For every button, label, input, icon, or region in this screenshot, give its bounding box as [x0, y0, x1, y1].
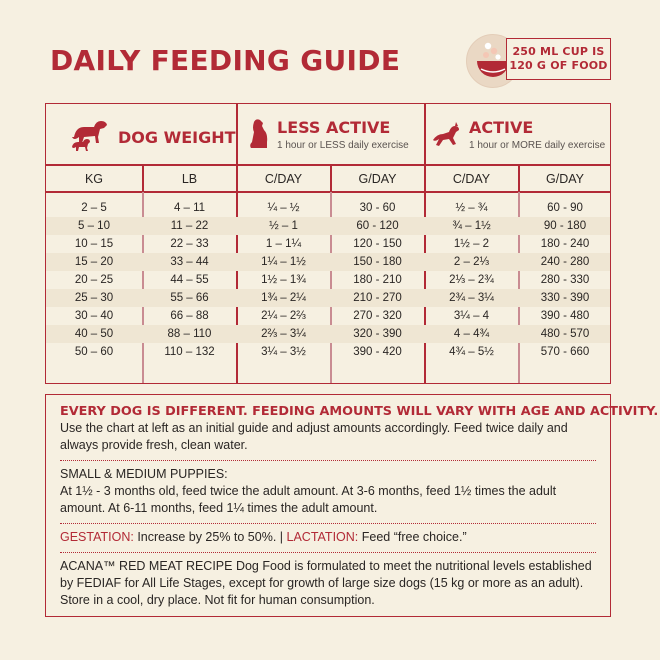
dog-weight-title: DOG WEIGHT: [118, 128, 236, 147]
col-header-less-grams: G/DAY: [358, 172, 397, 186]
cell-active-cups: 4¾ – 5½: [449, 346, 494, 358]
cell-active-grams: 180 - 240: [540, 238, 590, 250]
cell-active-grams: 240 - 280: [540, 256, 590, 268]
gestation-lactation-line: [60, 529, 596, 546]
cell-active-grams: 330 - 390: [540, 292, 590, 304]
cell-less-grams: 180 - 210: [353, 274, 402, 286]
cell-active-cups: 2⅓ – 2¾: [449, 274, 494, 286]
table-body: [46, 199, 610, 361]
cup-note-badge: [466, 34, 613, 84]
divider: [60, 552, 596, 553]
cell-lb: 33 – 44: [170, 256, 209, 268]
table-row: [46, 325, 610, 343]
cell-lb: 11 – 22: [170, 220, 209, 232]
cell-kg: 5 – 10: [78, 220, 110, 232]
cell-active-grams: 60 - 90: [547, 202, 583, 214]
cell-active-grams: 90 - 180: [543, 220, 587, 232]
cell-kg: 30 – 40: [74, 310, 114, 322]
col-header-active-grams: G/DAY: [546, 172, 584, 186]
cell-active-grams: 390 - 480: [540, 310, 590, 322]
active-title: ACTIVE: [469, 118, 534, 137]
lactation-label: LACTATION:: [286, 530, 359, 544]
table-row: [46, 217, 610, 235]
cell-less-grams: 210 - 270: [353, 292, 402, 304]
cell-active-cups: ½ – ¾: [455, 202, 488, 214]
puppies-text: At 1½ - 3 months old, feed twice the adult amount. At 3-6 months, feed 1½ times the adult amount. At 6-11 months, feed 1¼ times the adult amount.: [60, 484, 557, 515]
col-header-active-cups: C/DAY: [452, 172, 491, 186]
less-active-subtitle: 1 hour or LESS daily exercise: [277, 140, 409, 151]
cell-active-cups: ¾ – 1½: [452, 220, 491, 232]
table-row: [46, 343, 610, 361]
table-row: [46, 271, 610, 289]
divider: [60, 460, 596, 461]
cell-less-grams: 390 - 420: [353, 346, 402, 358]
cell-kg: 25 – 30: [74, 292, 114, 304]
puppies-label: SMALL & MEDIUM PUPPIES:: [60, 467, 228, 481]
table-row: [46, 307, 610, 325]
cell-kg: 40 – 50: [74, 328, 114, 340]
active-subtitle: 1 hour or MORE daily exercise: [469, 140, 606, 151]
cell-less-grams: 120 - 150: [353, 238, 402, 250]
cell-lb: 4 – 11: [173, 202, 206, 214]
gestation-label: GESTATION:: [60, 530, 134, 544]
cell-kg: 15 – 20: [74, 256, 114, 268]
cell-less-grams: 270 - 320: [353, 310, 402, 322]
cell-active-grams: 480 - 570: [540, 328, 590, 340]
cell-lb: 110 – 132: [164, 346, 215, 358]
table-row: [46, 199, 610, 217]
cell-less-cups: 2⅔ – 3¼: [261, 328, 306, 340]
table-row: [46, 235, 610, 253]
cell-less-grams: 60 - 120: [356, 220, 399, 232]
cell-active-cups: 3¼ – 4: [453, 310, 490, 322]
col-header-kg: KG: [84, 172, 104, 186]
cell-kg: 20 – 25: [74, 274, 114, 286]
gestation-text: Increase by 25% to 50%. |: [133, 530, 287, 544]
cell-active-cups: 4 – 4¾: [453, 328, 490, 340]
cell-active-cups: 2¾ – 3¼: [449, 292, 494, 304]
divider: [60, 523, 596, 524]
cell-kg: 50 – 60: [74, 346, 114, 358]
dogs-icon: [68, 117, 110, 153]
col-header-lb: LB: [181, 172, 198, 186]
cell-lb: 44 – 55: [170, 274, 209, 286]
running-dog-icon: [431, 120, 461, 148]
cell-kg: 10 – 15: [74, 238, 114, 250]
cell-less-cups: 1¾ – 2¼: [261, 292, 306, 304]
cell-active-cups: 2 – 2⅓: [453, 256, 490, 268]
cell-lb: 88 – 110: [167, 328, 212, 340]
cell-less-cups: 1¼ – 1½: [261, 256, 306, 268]
table-row: [46, 253, 610, 271]
cell-less-grams: 30 - 60: [359, 202, 396, 214]
nutrition-statement: ACANA™ RED MEAT RECIPE Dog Food is formulated to meet the nutritional levels established by FEDIAF for All Life Stages, except for growth of large size dogs (15 kg or more as an adult). Store in a cool, dry place. Not fit for human consumption.: [60, 559, 592, 607]
page-title: DAILY FEEDING GUIDE: [50, 44, 401, 77]
cell-active-cups: 1½ – 2: [453, 238, 490, 250]
cell-kg: 2 – 5: [81, 202, 107, 214]
table-row: [46, 289, 610, 307]
cell-lb: 22 – 33: [170, 238, 209, 250]
cell-active-grams: 570 - 660: [540, 346, 590, 358]
cell-less-cups: 3¼ – 3½: [261, 346, 306, 358]
lactation-text: Feed “free choice.”: [358, 530, 467, 544]
cup-note: [506, 38, 611, 80]
cell-less-cups: 2¼ – 2⅔: [261, 310, 306, 322]
cell-active-grams: 280 - 330: [540, 274, 590, 286]
cup-note-line2: 120 G OF FOOD: [509, 59, 608, 72]
notes-heading: EVERY DOG IS DIFFERENT. FEEDING AMOUNTS WILL VARY WITH AGE AND ACTIVITY.: [60, 404, 659, 419]
sitting-dog-icon: [246, 118, 270, 150]
cell-lb: 55 – 66: [170, 292, 209, 304]
cell-less-grams: 150 - 180: [353, 256, 402, 268]
cell-less-cups: 1 – 1¼: [265, 238, 302, 250]
group-less-active: [237, 104, 424, 165]
group-dog-weight: [46, 104, 236, 165]
notes-intro: Use the chart at left as an initial guide and adjust amounts accordingly. Feed twice daily and always provide fresh, clean water.: [60, 421, 568, 452]
cell-less-cups: ¼ – ½: [267, 202, 300, 214]
cell-lb: 66 – 88: [170, 310, 209, 322]
cup-note-line1: 250 ML CUP IS: [512, 45, 605, 58]
cell-less-grams: 320 - 390: [353, 328, 402, 340]
feeding-notes: [45, 394, 659, 617]
group-active: [425, 104, 612, 165]
cell-less-cups: ½ – 1: [269, 220, 298, 232]
col-header-less-cups: C/DAY: [264, 172, 303, 186]
less-active-title: LESS ACTIVE: [277, 118, 391, 137]
feeding-table: [45, 103, 611, 384]
cell-less-cups: 1½ – 1¾: [261, 274, 306, 286]
